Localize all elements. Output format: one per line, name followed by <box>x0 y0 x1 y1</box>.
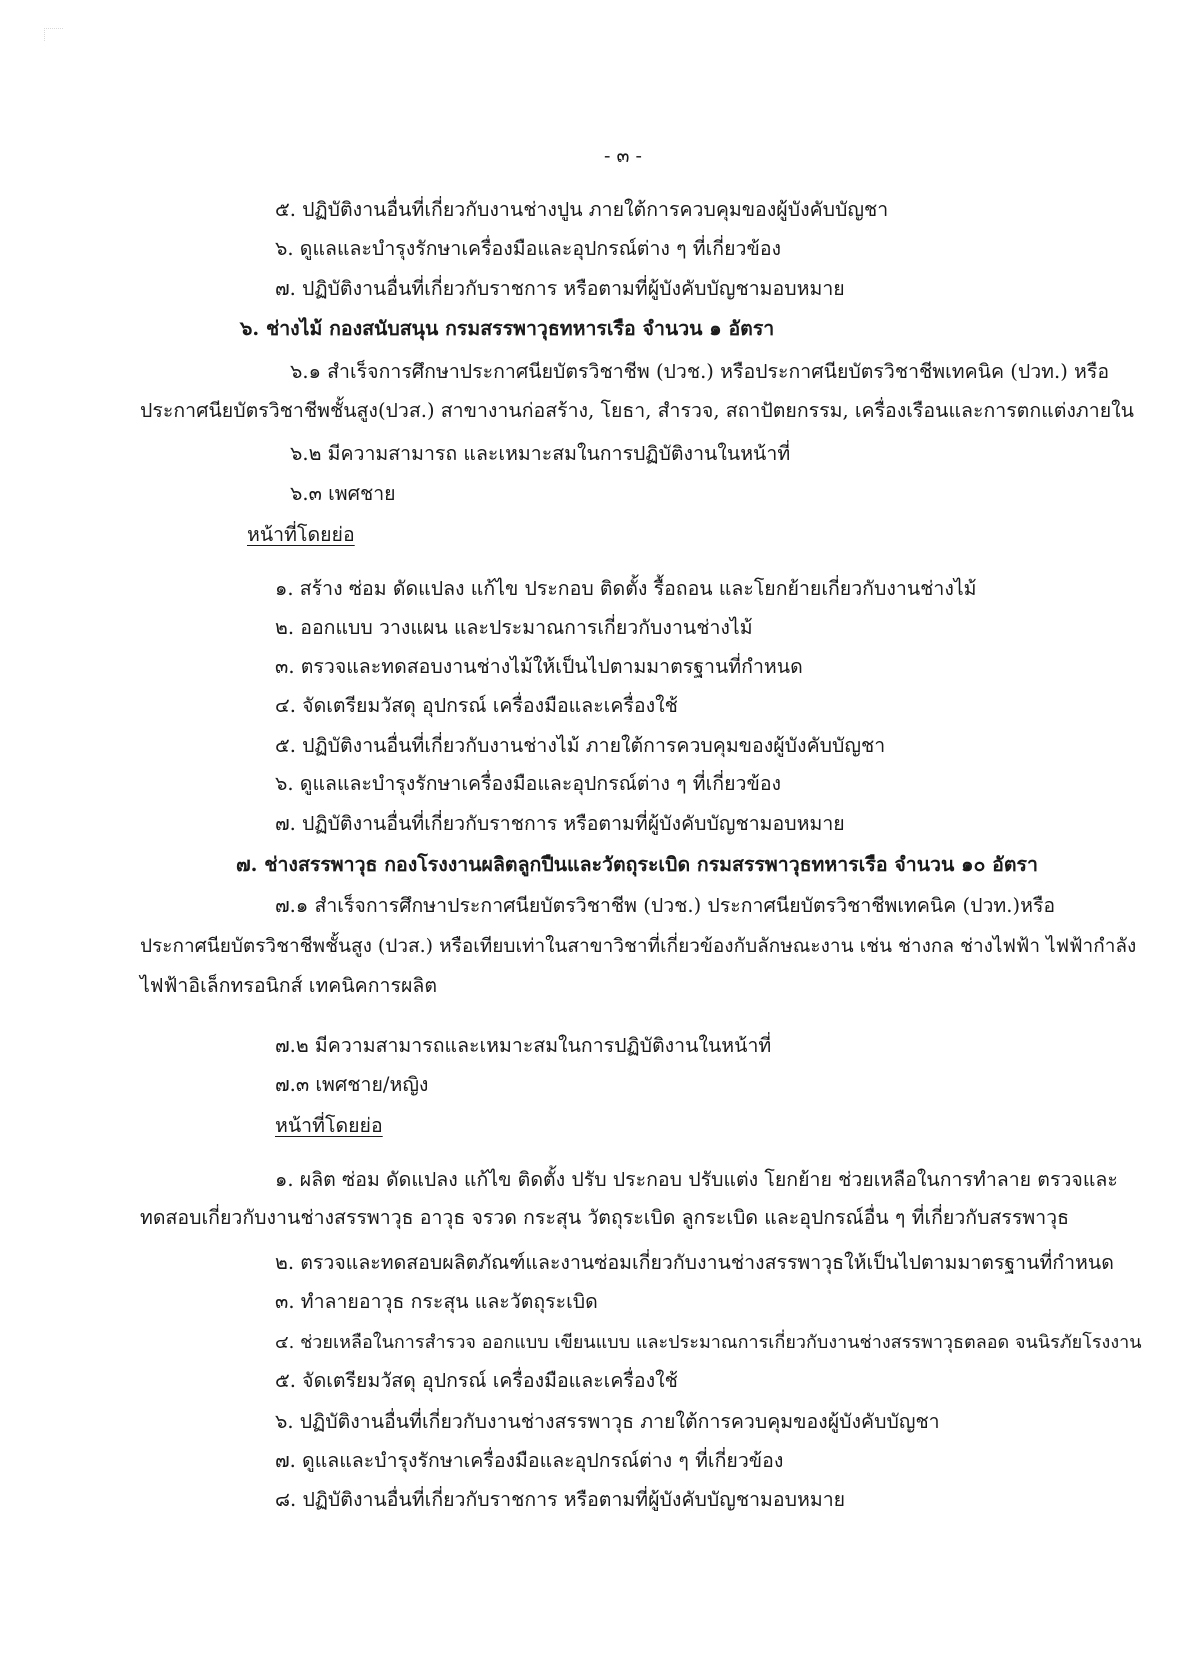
scan-mark <box>44 28 63 41</box>
list-item: ๒. ตรวจและทดสอบผลิตภัณฑ์และงานซ่อมเกี่ยวกับงานช่างสรรพาวุธให้เป็นไปตามมาตรฐานที่กำหนด <box>275 1251 1114 1274</box>
qualification-line: ๗.๓ เพศชาย/หญิง <box>275 1073 429 1096</box>
list-item: ๓. ทำลายอาวุธ กระสุน และวัตถุระเบิด <box>275 1290 598 1313</box>
list-item: ๗. ดูแลและบำรุงรักษาเครื่องมือและอุปกรณ์ต่าง ๆ ที่เกี่ยวข้อง <box>275 1449 784 1472</box>
list-item: ๘. ปฏิบัติงานอื่นที่เกี่ยวกับราชการ หรือตามที่ผู้บังคับบัญชามอบหมาย <box>275 1488 846 1511</box>
list-item: ๓. ตรวจและทดสอบงานช่างไม้ให้เป็นไปตามมาตรฐานที่กำหนด <box>275 655 803 678</box>
list-item: ๗. ปฏิบัติงานอื่นที่เกี่ยวกับราชการ หรือตามที่ผู้บังคับบัญชามอบหมาย <box>275 812 845 835</box>
qualification-line: ประกาศนียบัตรวิชาชีพชั้นสูง (ปวส.) หรือเทียบเท่าในสาขาวิชาที่เกี่ยวข้องกับลักษณะงาน เช่น ช่างกล ช่างไฟฟ้า ไฟฟ้ากำลัง <box>140 935 1137 957</box>
section-heading: ๗. ช่างสรรพาวุธ กองโรงงานผลิตลูกปืนและวัตถุระเบิด กรมสรรพาวุธทหารเรือ จำนวน ๑๐ อัตรา <box>236 853 1038 876</box>
list-item: ๕. จัดเตรียมวัสดุ อุปกรณ์ เครื่องมือและเครื่องใช้ <box>275 1369 678 1392</box>
list-item: ๔. ช่วยเหลือในการสำรวจ ออกแบบ เขียนแบบ และประมาณการเกี่ยวกับงานช่างสรรพาวุธตลอด จนนิรภัยโรงงาน <box>275 1332 1142 1353</box>
qualification-line: ๗.๒ มีความสามารถและเหมาะสมในการปฏิบัติงานในหน้าที่ <box>275 1034 772 1057</box>
qualification-line: ประกาศนียบัตรวิชาชีพชั้นสูง(ปวส.) สาขางานก่อสร้าง, โยธา, สำรวจ, สถาปัตยกรรม, เครื่องเรือนและการตกแต่งภายใน <box>140 399 1134 422</box>
list-item: ๑. ผลิต ซ่อม ดัดแปลง แก้ไข ติดตั้ง ปรับ ประกอบ ปรับแต่ง โยกย้าย ช่วยเหลือในการทำลาย ตรวจและ <box>275 1168 1118 1191</box>
list-item: ๒. ออกแบบ วางแผน และประมาณการเกี่ยวกับงานช่างไม้ <box>275 616 753 639</box>
duties-heading: หน้าที่โดยย่อ <box>247 523 355 546</box>
section-heading: ๖. ช่างไม้ กองสนับสนุน กรมสรรพาวุธทหารเรือ จำนวน ๑ อัตรา <box>240 317 775 340</box>
list-item: ๔. จัดเตรียมวัสดุ อุปกรณ์ เครื่องมือและเครื่องใช้ <box>275 694 678 717</box>
list-item: ๕. ปฏิบัติงานอื่นที่เกี่ยวกับงานช่างไม้ ภายใต้การควบคุมของผู้บังคับบัญชา <box>275 734 886 757</box>
list-item: ๑. สร้าง ซ่อม ดัดแปลง แก้ไข ประกอบ ติดตั้ง รื้อถอน และโยกย้ายเกี่ยวกับงานช่างไม้ <box>275 577 977 600</box>
duties-heading: หน้าที่โดยย่อ <box>275 1114 383 1137</box>
list-item: ๗. ปฏิบัติงานอื่นที่เกี่ยวกับราชการ หรือตามที่ผู้บังคับบัญชามอบหมาย <box>275 277 845 300</box>
list-item-continuation: ทดสอบเกี่ยวกับงานช่างสรรพาวุธ อาวุธ จรวด กระสุน วัตถุระเบิด ลูกระเบิด และอุปกรณ์อื่น ๆ ที่เกี่ยวกับสรรพาวุธ <box>140 1206 1069 1229</box>
qualification-line: ๗.๑ สำเร็จการศึกษาประกาศนียบัตรวิชาชีพ (ปวช.) ประกาศนียบัตรวิชาชีพเทคนิค (ปวท.)หรือ <box>275 894 1056 917</box>
list-item: ๖. ดูแลและบำรุงรักษาเครื่องมือและอุปกรณ์ต่าง ๆ ที่เกี่ยวข้อง <box>275 772 782 795</box>
qualification-line: ๖.๓ เพศชาย <box>290 482 396 505</box>
qualification-line: ๖.๑ สำเร็จการศึกษาประกาศนียบัตรวิชาชีพ (ปวช.) หรือประกาศนียบัตรวิชาชีพเทคนิค (ปวท.) หรือ <box>290 360 1110 383</box>
list-item: ๖. ดูแลและบำรุงรักษาเครื่องมือและอุปกรณ์ต่าง ๆ ที่เกี่ยวข้อง <box>275 237 782 260</box>
qualification-line: ๖.๒ มีความสามารถ และเหมาะสมในการปฏิบัติงานในหน้าที่ <box>290 442 791 465</box>
page-number: - ๓ - <box>604 145 642 167</box>
qualification-line: ไฟฟ้าอิเล็กทรอนิกส์ เทคนิคการผลิต <box>140 974 437 997</box>
list-item: ๖. ปฏิบัติงานอื่นที่เกี่ยวกับงานช่างสรรพาวุธ ภายใต้การควบคุมของผู้บังคับบัญชา <box>275 1410 940 1433</box>
list-item: ๕. ปฏิบัติงานอื่นที่เกี่ยวกับงานช่างปูน ภายใต้การควบคุมของผู้บังคับบัญชา <box>275 198 889 221</box>
